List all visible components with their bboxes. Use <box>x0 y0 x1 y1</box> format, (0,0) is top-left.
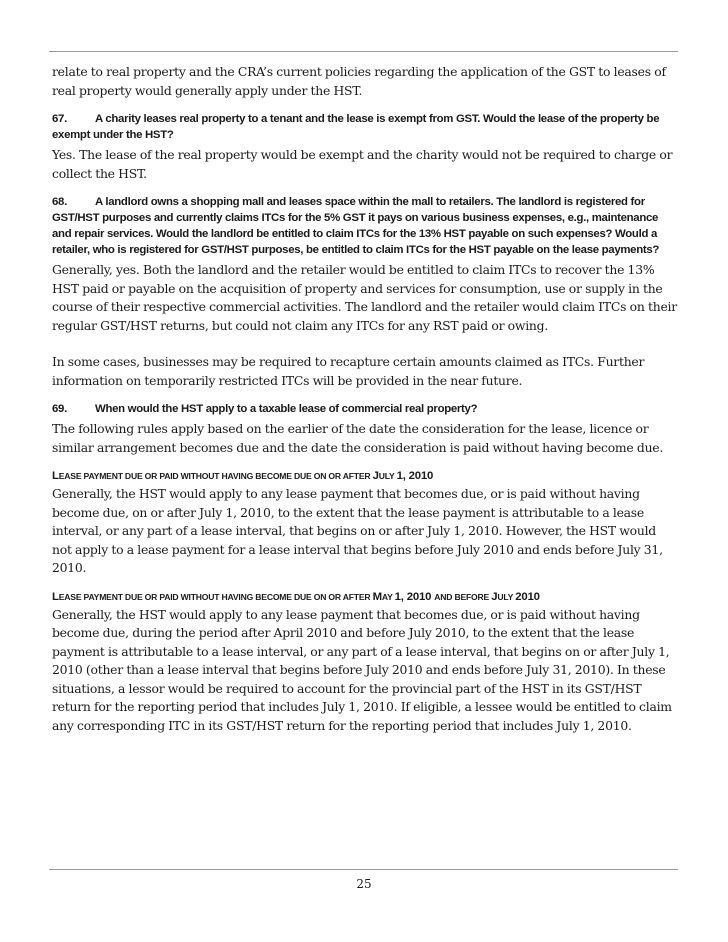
subheading-fragment: ULY <box>378 471 397 481</box>
subheading-fragment: M <box>372 590 382 603</box>
body-paragraph: relate to real property and the CRA’s current policies regarding the application of the GST to leases of real property would generally apply under the HST. <box>52 64 666 98</box>
body-paragraph: Generally, yes. Both the landlord and the retailer would be entitled to claim ITCs to recover the 13% HST paid or payable on the acquisition of property and services for consumption, use or supply in the course of their respective commercial activities. The landlord and the retailer would claim ITCs on their regular GST/HST returns, but could not claim any ITCs for any RST paid or owing. <box>52 262 677 333</box>
subheading-fragment: L <box>52 470 59 482</box>
subheading-fragment: AND BEFORE <box>434 591 492 602</box>
subheading-fragment: J <box>372 470 379 482</box>
question-heading <box>52 194 678 258</box>
body-paragraph: Generally, the HST would apply to any lease payment that becomes due, or is paid without having become due, during the period after April 2010 and before July 2010, to the extent that the lease payment is attributable to a lease interval, or any part of a lease interval, that begins on or after July 1, 2010 (other than a lease interval that begins before July 2010 and ends before July 31, 2010). In these situations, a lessor would be required to account for the provincial part of the HST in its GST/HST return for the reporting period that includes July 1, 2010. If eligible, a lessee would be entitled to claim any corresponding ITC in its GST/HST return for the reporting period that includes July 1, 2010. <box>52 606 672 733</box>
subheading-fragment: L <box>52 590 59 603</box>
subheading-fragment: EASE PAYMENT DUE OR PAID WITHOUT HAVING BECOME DUE ON OR AFTER <box>58 471 373 481</box>
header-rule <box>49 51 678 52</box>
section-subheading <box>52 589 678 605</box>
body-paragraph: In some cases, businesses may be required to recapture certain amounts claimed as ITCs. Further information on temporarily restricted ITCs will be provided in the near future. <box>52 354 645 388</box>
subheading-fragment: 2010 <box>515 590 540 603</box>
subheading-fragment: J <box>491 590 498 603</box>
question-number: 68. <box>52 196 67 208</box>
body-paragraph: Generally, the HST would apply to any lease payment that becomes due, or is paid without having become due, on or after July 1, 2010, to the extent that the lease payment is attributable to a lease interval, or any part of a lease interval, that begins on or after July 1, 2010. However, the HST would not apply to a lease payment for a lease interval that begins before July 2010 and ends before July 31, 2010. <box>52 486 663 575</box>
body-paragraph: The following rules apply based on the earlier of the date the consideration for the lease, licence or similar arrangement becomes due and the date the consideration is paid without having become due. <box>52 421 664 455</box>
body-paragraph: Yes. The lease of the real property would be exempt and the charity would not be required to charge or collect the HST. <box>52 147 673 181</box>
question-number: 67. <box>52 113 67 125</box>
question-text: A charity leases real property to a tenant and the lease is exempt from GST. Would the lease of the property be exempt under the HST? <box>52 113 660 141</box>
section-subheading <box>52 468 678 484</box>
page-content <box>52 63 678 735</box>
footer-rule <box>49 869 678 870</box>
question-heading <box>52 111 678 143</box>
subheading-fragment: EASE PAYMENT DUE OR PAID WITHOUT HAVING BECOME DUE ON OR AFTER <box>58 591 373 602</box>
subheading-fragment: ULY <box>497 591 516 602</box>
subheading-fragment: 1, 2010 <box>394 590 435 603</box>
subheading-fragment: AY <box>381 591 395 602</box>
question-heading <box>52 401 678 417</box>
question-number: 69. <box>52 403 67 415</box>
page-number: 25 <box>356 877 372 891</box>
subheading-fragment: 1, 2010 <box>396 470 434 482</box>
question-text: When would the HST apply to a taxable lease of commercial real property? <box>95 403 478 415</box>
question-text: A landlord owns a shopping mall and leases space within the mall to retailers. The landlord is registered for GST/HST purposes and currently claims ITCs for the 5% GST it pays on various business expenses, e.g., maintenance and repair services. Would the landlord be entitled to claim ITCs for the 13% HST payable on such expenses? Would a retailer, who is registered for GST/HST purposes, be entitled to claim ITCs for the HST payable on the lease payments? <box>52 196 660 256</box>
